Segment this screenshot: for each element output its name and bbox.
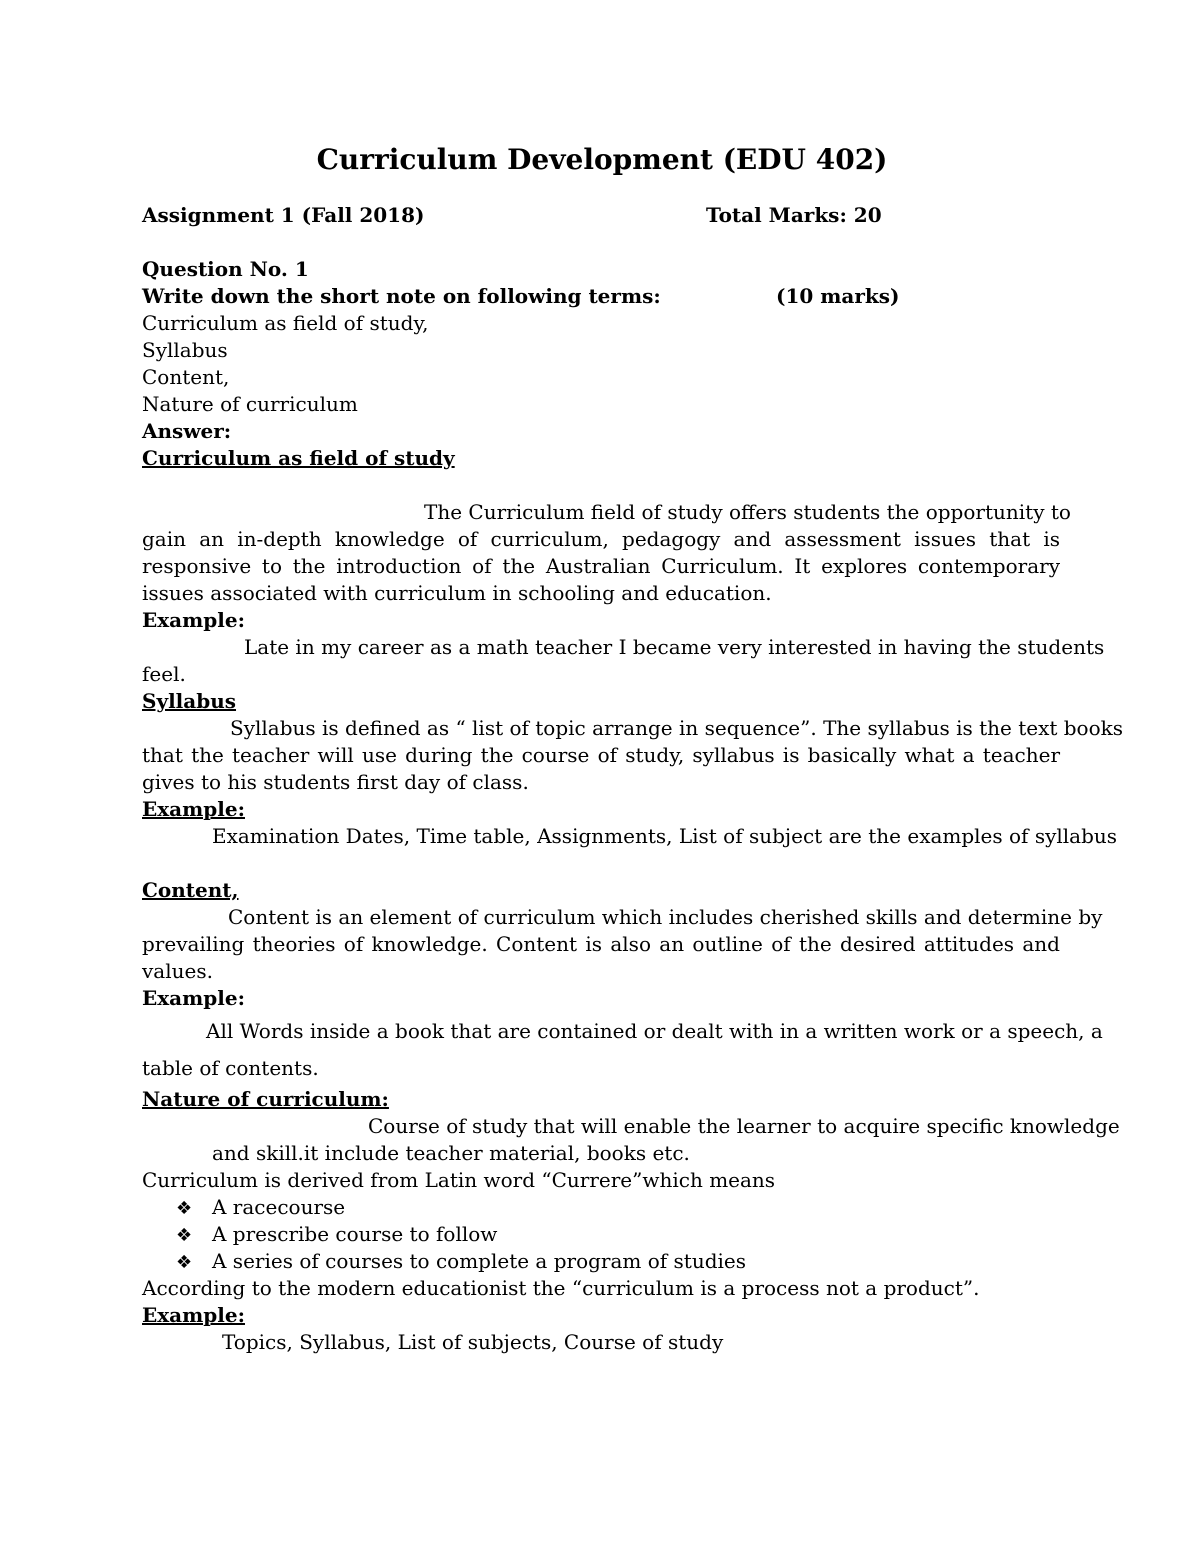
field-example-first: Late in my career as a math teacher I became very interested in having the students [244,635,1105,659]
term-item: Syllabus [142,338,228,362]
four-diamond-bullet-icon: ❖ [176,1198,193,1219]
syllabus-paragraph-first: Syllabus is defined as “ list of topic arrange in sequence”. The syllabus is the text books [230,716,1124,740]
field-paragraph-first: The Curriculum field of study offers students the opportunity to [424,500,1071,524]
section-heading-content: Content, [142,878,239,902]
term-item: Curriculum as field of study, [142,311,429,335]
instruction-row [142,283,1062,310]
syllabus-example-label: Example: [142,797,245,821]
field-paragraph-rest: gain an in-depth knowledge of curriculum, pedagogy and assessment issues that is responsive to the introduction of the Australian Curriculum. It explores contemporary issues associated with curriculum in schooling and education. [142,527,1060,605]
content-example-rest: table of contents. [142,1056,319,1080]
list-item: ❖ A series of courses to complete a program of studies [176,1248,1062,1275]
content-example-label: Example: [142,986,245,1010]
question-number: Question No. 1 [142,257,309,281]
section-heading-field: Curriculum as field of study [142,446,455,470]
field-example-label: Example: [142,608,245,632]
content-paragraph-first: Content is an element of curriculum which includes cherished skills and determine by [228,905,1103,929]
assignment-row [142,202,1062,229]
answer-label: Answer: [142,419,232,443]
field-example-rest: feel. [142,662,186,686]
nature-derived: Curriculum is derived from Latin word “Currere”which means [142,1168,776,1192]
syllabus-example: Examination Dates, Time table, Assignments, List of subject are the examples of syllabus [212,824,1118,848]
list-item: ❖ A prescribe course to follow [176,1221,1062,1248]
nature-paragraph-second: and skill.it include teacher material, books etc. [212,1141,690,1165]
nature-modern: According to the modern educationist the “curriculum is a process not a product”. [142,1276,980,1300]
document-page [142,140,1124,1356]
four-diamond-bullet-icon: ❖ [176,1252,193,1273]
list-item: ❖ A racecourse [176,1194,1062,1221]
nature-paragraph-first: Course of study that will enable the learner to acquire specific knowledge [368,1114,1120,1138]
nature-example-label: Example: [142,1303,245,1327]
total-marks: Total Marks: 20 [706,203,882,227]
content-example-first: All Words inside a book that are contained or dealt with in a written work or a speech, a [206,1019,1103,1043]
document-title: Curriculum Development (EDU 402) [316,143,888,176]
assignment-label: Assignment 1 (Fall 2018) [142,203,425,227]
content-paragraph-rest: prevailing theories of knowledge. Content is also an outline of the desired attitudes and values. [142,932,1060,983]
instruction-marks: (10 marks) [776,284,900,308]
term-item: Content, [142,365,230,389]
instruction-text: Write down the short note on following terms: [142,284,661,308]
meaning-list [142,1194,1062,1275]
section-heading-syllabus: Syllabus [142,689,237,713]
section-heading-nature: Nature of curriculum: [142,1087,389,1111]
four-diamond-bullet-icon: ❖ [176,1225,193,1246]
term-item: Nature of curriculum [142,392,358,416]
syllabus-paragraph-rest: that the teacher will use during the course of study, syllabus is basically what a teacher gives to his students first day of class. [142,743,1060,794]
nature-example: Topics, Syllabus, List of subjects, Course of study [222,1330,724,1354]
